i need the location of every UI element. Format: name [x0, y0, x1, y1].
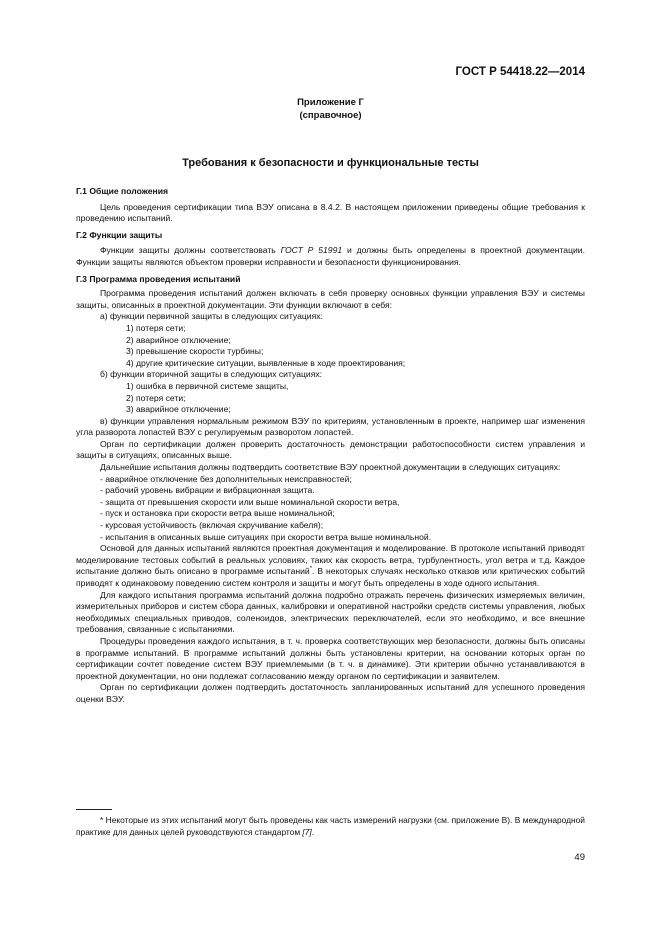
footnote-marker: * — [309, 566, 313, 573]
paragraph: Цель проведения сертификации типа ВЭУ описана в 8.4.2. В настоящем приложении приведены общие требования к проведению испытаний. — [76, 201, 585, 224]
list-item: 2) потеря сети; — [126, 392, 186, 403]
text-span: и должны быть определены в проектной документации. Функции защиты являются объектом проверки исправности и безопасности функционирования. — [76, 245, 585, 267]
dash-item: - пуск и остановка при скорости ветра выше номинальной; — [100, 508, 335, 519]
paragraph: Процедуры проведения каждого испытания, в т. ч. проверка соответствующих мер безопасности, должны быть описаны в программе испытаний. В программе испытаний должны быть установлены критерии, на основании которых орган по сертификации сочтет поведение систем ВЭУ приемлемыми (в т. ч. в динамике). Эти критерии обычно устанавливаются в проектной документации, но они подлежат согласованию между органом по сертификации и заявителем. — [76, 635, 585, 681]
text-span: . — [311, 826, 315, 837]
appendix-body — [76, 186, 585, 706]
text-span: * Некоторые из этих испытаний могут быть проведены как часть измерений нагрузки (см. приложение В). В международной практике для данных целей руководствуются стандартом — [76, 815, 585, 837]
appendix-label: Приложение Г — [297, 97, 364, 108]
appendix-title: Требования к безопасности и функциональные тесты — [182, 157, 479, 169]
list-item: 1) ошибка в первичной системе защиты, — [126, 380, 289, 391]
appendix-type: (справочное) — [299, 110, 362, 121]
document-id-header: ГОСТ Р 54418.22—2014 — [455, 66, 585, 78]
list-item: 1) потеря сети; — [126, 322, 186, 333]
footnote-divider — [76, 809, 112, 810]
paragraph — [76, 543, 585, 589]
list-item: 3) превышение скорости турбины; — [126, 346, 264, 357]
paragraph: Для каждого испытания программа испытаний должна подробно отражать перечень физических измеряемых величин, измерительных приборов и систем сбора данных, калибровки и оперативной настройки средств системы управления, любых необходимых специальных приводов, соленоидов, электрических переключателей, если это необходимо, и все внешние требования, связанные с испытаниями. — [76, 589, 585, 635]
section-heading-g1: Г.1 Общие положения — [76, 186, 168, 196]
list-item: 4) другие критические ситуации, выявленные в ходе проектирования; — [126, 357, 406, 368]
text-span: Основой для данных испытаний являются проектная документация и моделирование. В протоколе испытаний приводят моделирование тестовых событий в реальных условиях, таких как скорость ветра, турбулентность, угол ветра и т.д. Каждое испытание должно быть описано в программе испытаний — [76, 543, 585, 577]
footnote — [76, 815, 585, 838]
list-item: б) функции вторичной защиты в следующих ситуациях: — [100, 369, 323, 380]
section-heading-g2: Г.2 Функции защиты — [76, 229, 163, 240]
paragraph: Орган по сертификации должен подтвердить достаточность запланированных испытаний для успешного проведения оценки ВЭУ. — [76, 682, 585, 704]
dash-item: - аварийное отключение без дополнительных неисправностей; — [100, 473, 352, 484]
paragraph: Дальнейшие испытания должны подтвердить соответствие ВЭУ проектной документации в следующих ситуациях: — [100, 462, 561, 473]
text-span: Функции защиты должны соответствовать — [100, 245, 281, 256]
dash-item: - испытания в описанных выше ситуациях при скорости ветра выше номинальной. — [100, 531, 432, 542]
text-span: . В некоторых случаях несколько отказов или критических событий приводят к одинаковому поведению систем контроля и защиты и могут быть определены в ходе одного испытания. — [76, 566, 585, 588]
paragraph: Программа проведения испытаний должен включать в себя проверку основных функции управления ВЭУ и системы защиты, описанных в проектной документации. Эти функции включают в себя: — [76, 288, 585, 310]
list-item: 3) аварийное отключение; — [126, 404, 231, 415]
dash-item: - рабочий уровень вибрации и вибрационная защита. — [100, 485, 315, 496]
list-item: в) функции управления нормальным режимом ВЭУ по критериям, установленным в проекте, например шаг изменения угла разворота лопастей ВЭУ с регулируемым разворотом лопастей. — [76, 415, 585, 438]
standard-reference: ГОСТ Р 51991 — [280, 245, 343, 256]
bibliography-reference: [7] — [302, 826, 312, 837]
paragraph — [76, 245, 585, 268]
section-heading-g3: Г.3 Программа проведения испытаний — [76, 273, 241, 284]
dash-item: - защита от превышения скорости или выше номинальной скорости ветра, — [100, 496, 400, 507]
page-number: 49 — [574, 852, 585, 863]
dash-item: - курсовая устойчивость (включая скручивание кабеля); — [100, 520, 324, 531]
list-item: а) функции первичной защиты в следующих ситуациях: — [100, 311, 323, 322]
paragraph: Орган по сертификации должен проверить достаточность демонстрации работоспособности систем управления и защиты в ситуациях, описанных выше. — [76, 438, 585, 461]
list-item: 2) аварийное отключение; — [126, 334, 231, 345]
